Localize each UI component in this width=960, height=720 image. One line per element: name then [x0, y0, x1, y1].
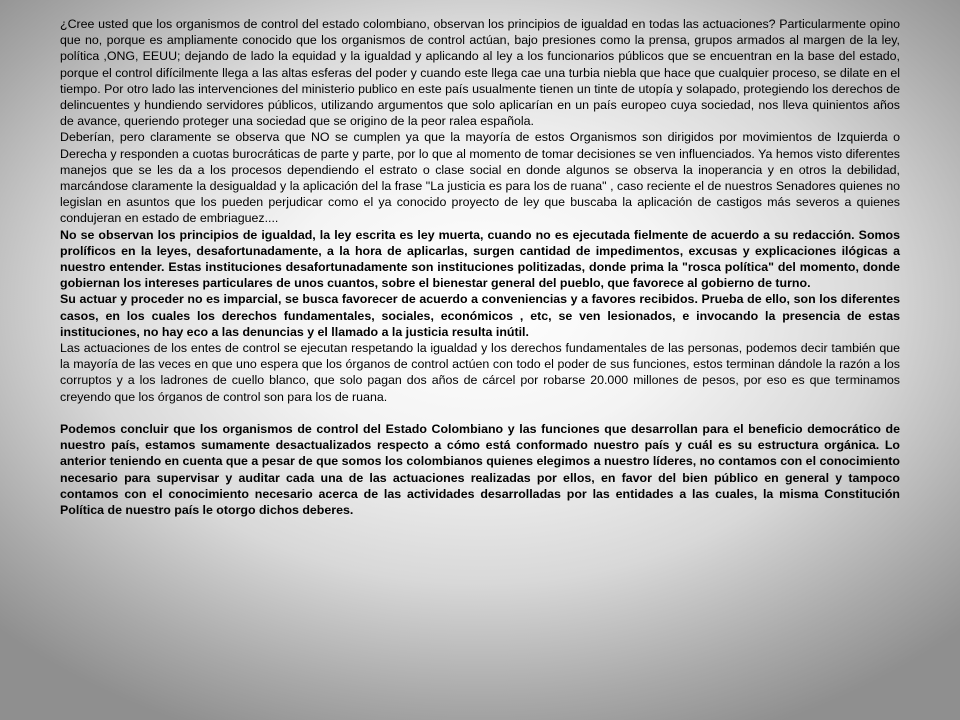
paragraph-conclusion: Podemos concluir que los organismos de control del Estado Colombiano y las funciones que desarrollan para el beneficio democrático de nuestro país, estamos sumamente desactualizados respecto a cómo está conformado nuestro país y cuál es su estructura orgánica. Lo anterior teniendo en cuenta que a pesar de que somos los colombianos quienes elegimos a nuestro líderes, no contamos con el conocimiento necesario para supervisar y auditar cada una de las actuaciones realizadas por ellos, en favor del bien público en general y tampoco contamos con el conocimiento necesario acerca de las actividades desarrolladas por las entidades a las cuales, la misma Constitución Política de nuestro país le otorgo dichos deberes. [60, 422, 900, 518]
paragraph-actuaciones-entes: Las actuaciones de los entes de control se ejecutan respetando la igualdad y los derechos fundamentales de las personas, podemos decir también que la mayoría de las veces en que uno espera que los órganos de control actúen con todo el poder de sus funciones, estos terminan dándole la razón a los corruptos y a los ladrones de cuello blanco, que solo pagan dos años de cárcel por robarse 20.000 millones de pesos, por eso es que terminamos creyendo que los órganos de control son para los de ruana. [60, 341, 900, 404]
text-block [60, 16, 900, 518]
paragraph-actuar-proceder: Su actuar y proceder no es imparcial, se busca favorecer de acuerdo a conveniencias y a favores recibidos. Prueba de ello, son los diferentes casos, en los cuales los derechos fundamentales, sociales, económicos , etc, se ven lesionados, e invocando la presencia de estas instituciones, no hay eco a las denuncias y el llamado a la justicia resulta inútil. [60, 292, 900, 339]
paragraph-principios-igualdad: No se observan los principios de igualdad, la ley escrita es ley muerta, cuando no es ejecutada fielmente de acuerdo a su redacción. Somos prolíficos en la leyes, desafortunadamente, a la hora de aplicarlas, surgen cantidad de impedimentos, excusas y explicaciones ilógicas a nuestro entender. Estas instituciones desafortunadamente son instituciones politizadas, donde prima la "rosca política" del momento, donde gobiernan los intereses particulares de unos cuantos, sobre el bienestar general del pueblo, que favorece al gobierno de turno. [60, 227, 900, 291]
paragraph-deberian: Deberían, pero claramente se observa que NO se cumplen ya que la mayoría de estos Organismos son dirigidos por movimientos de Izquierda o Derecha y responden a cuotas burocráticas de parte y parte, por lo que al momento de tomar decisiones se ven influenciados. Ya hemos visto diferentes manejos que se les da a los procesos dependiendo el estrato o clase social en donde algunos se observa la inoperancia y en otros la debilidad, marcándose claramente la desigualdad y la aplicación del la frase "La justicia es para los de ruana" , caso reciente el de nuestros Senadores quienes no legislan en asuntos que los pueden perjudicar como el ya conocido proyecto de ley que buscaba la aplicación de castigos más severos a quienes condujeran en estado de embriaguez.... [60, 130, 900, 226]
paragraph-question-opinion: ¿Cree usted que los organismos de control del estado colombiano, observan los principios de igualdad en todas las actuaciones? Particularmente opino que no, porque es ampliamente conocido que los organismos de control actúan, bajo presiones como la prensa, grupos armados al margen de la ley, política ,ONG, EEUU; dejando de lado la equidad y la igualdad y aplicando al ley a los funcionarios públicos que se encuentran en la base del estado, porque el control difícilmente llega a las altas esferas del poder y cuando este llega cae una turbia niebla que hace que cualquier proceso, se dilate en el tiempo. Por otro lado las intervenciones del ministerio publico en este país usualmente tienen un tinte de utopía y solapado, protegiendo los derechos de delincuentes y hundiendo servidores públicos, utilizando argumentos que solo aplicarían en un país europeo cuya sociedad, nos lleva quinientos años de avance, queriendo proteger una sociedad que se origino de la peor ralea española. [60, 17, 900, 129]
paragraph-spacer [60, 405, 900, 421]
